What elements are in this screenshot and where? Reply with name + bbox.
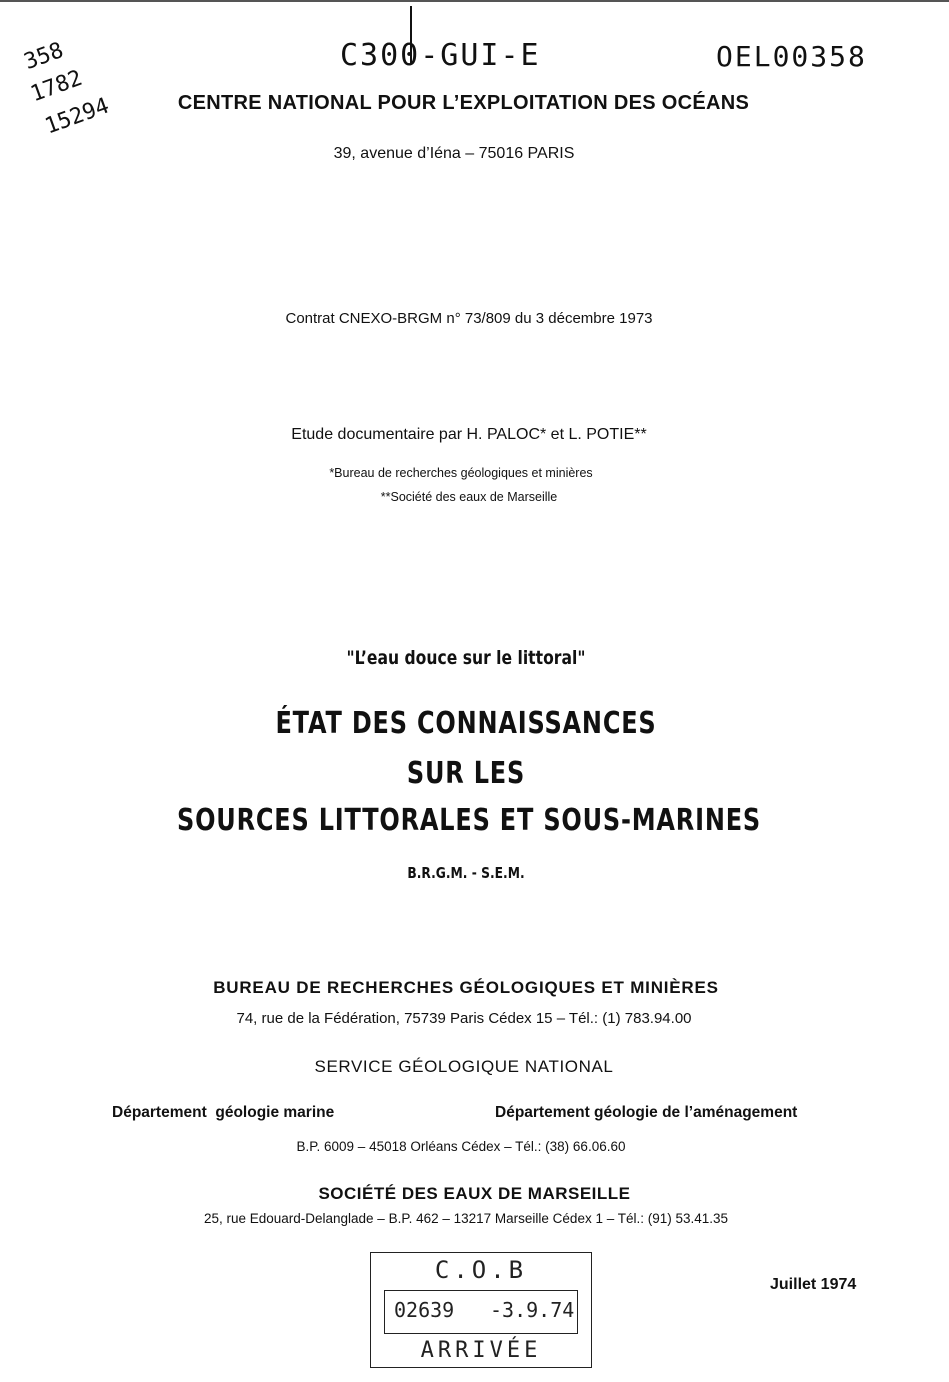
handwritten-oel-code: OEL00358 — [716, 40, 867, 73]
stamp-date: -3.9.74 — [490, 1298, 575, 1322]
brgm-address: 74, rue de la Fédération, 75739 Paris Cédex 15 – Tél.: (1) 783.94.00 — [236, 1010, 692, 1027]
handwritten-margin-3: 15294 — [41, 93, 113, 140]
stamp-number: 02639 — [394, 1298, 455, 1322]
sem-name: SOCIÉTÉ DES EAUX DE MARSEILLE — [318, 1184, 631, 1203]
institution-title: CENTRE NATIONAL POUR L’EXPLOITATION DES OCÉANS — [177, 92, 750, 114]
brgm-service: SERVICE GÉOLOGIQUE NATIONAL — [314, 1057, 614, 1076]
study-note-1: *Bureau de recherches géologiques et minières — [329, 466, 593, 480]
document-date: Juillet 1974 — [770, 1276, 857, 1293]
study-note-2: **Société des eaux de Marseille — [380, 490, 558, 504]
series-title: "L’eau douce sur le littoral" — [346, 647, 586, 669]
brgm-bp: B.P. 6009 – 45018 Orléans Cédex – Tél.: (38) 66.06.60 — [296, 1139, 626, 1154]
handwritten-ref-code: C300-GUI-E — [340, 38, 541, 73]
contract-line: Contrat CNEXO-BRGM n° 73/809 du 3 décembre 1973 — [285, 310, 653, 327]
study-line: Etude documentaire par H. PALOC* et L. POTIE** — [291, 426, 647, 443]
handwritten-margin-1: 358 — [20, 37, 67, 76]
brgm-dept-left: Département géologie marine — [112, 1104, 335, 1121]
brgm-name: BUREAU DE RECHERCHES GÉOLOGIQUES ET MINIÈRES — [213, 978, 719, 997]
stamp-status: ARRIVÉE — [420, 1338, 542, 1363]
stamp-org: C.O.B — [434, 1256, 528, 1284]
title-authors: B.R.G.M. - S.E.M. — [407, 864, 525, 882]
brgm-dept-right: Département géologie de l’aménagement — [495, 1104, 798, 1121]
title-line-2: SUR LES — [406, 756, 526, 791]
title-line-3: SOURCES LITTORALES ET SOUS-MARINES — [177, 803, 761, 838]
title-line-1: ÉTAT DES CONNAISSANCES — [275, 706, 657, 741]
top-border — [0, 0, 949, 2]
sem-address: 25, rue Edouard-Delanglade – B.P. 462 – 13217 Marseille Cédex 1 – Tél.: (91) 53.41.35 — [203, 1211, 729, 1226]
institution-address: 39, avenue d’Iéna – 75016 PARIS — [333, 145, 575, 162]
handwritten-margin-2: 1782 — [27, 65, 86, 108]
